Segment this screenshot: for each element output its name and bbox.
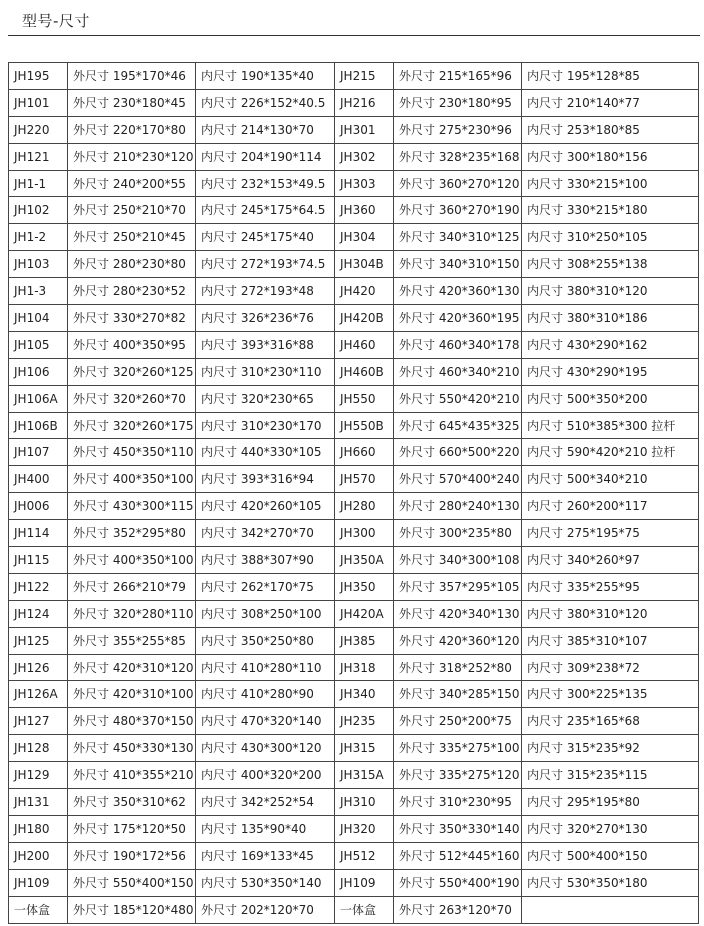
outer-size-cell: 外尺寸 400*350*100 xyxy=(68,466,196,493)
inner-size-cell: 内尺寸 300*180*156 xyxy=(522,143,699,170)
outer-size-cell: 外尺寸 230*180*45 xyxy=(68,89,196,116)
outer-size-cell: 外尺寸 460*340*178 xyxy=(394,331,522,358)
inner-size-cell: 内尺寸 510*385*300 拉杆 xyxy=(522,412,699,439)
outer-size-cell: 外尺寸 340*310*150 xyxy=(394,251,522,278)
inner-size-cell: 内尺寸 245*175*40 xyxy=(196,224,335,251)
outer-size-cell: 外尺寸 660*500*220 xyxy=(394,439,522,466)
outer-size-cell: 外尺寸 250*210*70 xyxy=(68,197,196,224)
inner-size-cell: 内尺寸 310*250*105 xyxy=(522,224,699,251)
inner-size-cell: 内尺寸 430*290*195 xyxy=(522,358,699,385)
model-cell: JH121 xyxy=(9,143,68,170)
outer-size-cell: 外尺寸 185*120*480 xyxy=(68,896,196,923)
model-cell: JH1-2 xyxy=(9,224,68,251)
outer-size-cell: 外尺寸 310*230*95 xyxy=(394,789,522,816)
outer-size-cell: 外尺寸 350*310*62 xyxy=(68,789,196,816)
outer-size-cell: 外尺寸 570*400*240 xyxy=(394,466,522,493)
inner-size-cell: 内尺寸 470*320*140 xyxy=(196,708,335,735)
inner-size-cell: 内尺寸 430*290*162 xyxy=(522,331,699,358)
outer-size-cell: 外尺寸 460*340*210 xyxy=(394,358,522,385)
inner-size-cell: 内尺寸 340*260*97 xyxy=(522,547,699,574)
inner-size-cell: 内尺寸 235*165*68 xyxy=(522,708,699,735)
outer-size-cell: 外尺寸 450*350*110 xyxy=(68,439,196,466)
title-divider xyxy=(8,35,700,36)
table-row xyxy=(9,842,699,869)
outer-size-cell: 外尺寸 215*165*96 xyxy=(394,63,522,90)
inner-size-cell xyxy=(522,896,699,923)
outer-size-cell: 外尺寸 420*310*100 xyxy=(68,681,196,708)
outer-size-cell: 外尺寸 280*240*130 xyxy=(394,493,522,520)
model-cell: JH660 xyxy=(335,439,394,466)
outer-size-cell: 外尺寸 400*350*100 xyxy=(68,547,196,574)
model-cell: JH235 xyxy=(335,708,394,735)
outer-size-cell: 外尺寸 250*200*75 xyxy=(394,708,522,735)
outer-size-cell: 外尺寸 645*435*325 xyxy=(394,412,522,439)
table-row xyxy=(9,654,699,681)
model-cell: JH460B xyxy=(335,358,394,385)
inner-size-cell: 内尺寸 260*200*117 xyxy=(522,493,699,520)
table-row xyxy=(9,735,699,762)
inner-size-cell: 内尺寸 253*180*85 xyxy=(522,116,699,143)
model-cell: JH115 xyxy=(9,547,68,574)
inner-size-cell: 内尺寸 342*270*70 xyxy=(196,520,335,547)
model-cell: JH460 xyxy=(335,331,394,358)
model-cell: JH385 xyxy=(335,627,394,654)
model-cell: JH180 xyxy=(9,815,68,842)
table-row xyxy=(9,762,699,789)
table-row xyxy=(9,331,699,358)
inner-size-cell: 内尺寸 310*230*110 xyxy=(196,358,335,385)
table-row xyxy=(9,493,699,520)
model-cell: JH122 xyxy=(9,573,68,600)
table-row xyxy=(9,869,699,896)
page-title: 型号-尺寸 xyxy=(22,12,90,30)
outer-size-cell: 外尺寸 400*350*95 xyxy=(68,331,196,358)
outer-size-cell: 外尺寸 210*230*120 xyxy=(68,143,196,170)
inner-size-cell: 内尺寸 320*270*130 xyxy=(522,815,699,842)
outer-size-cell: 外尺寸 420*360*120 xyxy=(394,627,522,654)
model-cell: JH420B xyxy=(335,305,394,332)
inner-size-cell: 内尺寸 275*195*75 xyxy=(522,520,699,547)
model-cell: JH106 xyxy=(9,358,68,385)
outer-size-cell: 外尺寸 420*310*120 xyxy=(68,654,196,681)
outer-size-cell: 外尺寸 550*400*190 xyxy=(394,869,522,896)
model-cell: JH550 xyxy=(335,385,394,412)
model-cell: JH128 xyxy=(9,735,68,762)
inner-size-cell: 内尺寸 326*236*76 xyxy=(196,305,335,332)
model-cell: JH220 xyxy=(9,116,68,143)
model-cell: JH304B xyxy=(335,251,394,278)
model-cell: JH195 xyxy=(9,63,68,90)
table-row xyxy=(9,224,699,251)
model-cell: 一体盒 xyxy=(335,896,394,923)
outer-size-cell: 外尺寸 550*400*150 xyxy=(68,869,196,896)
table-row xyxy=(9,600,699,627)
inner-size-cell: 内尺寸 262*170*75 xyxy=(196,573,335,600)
outer-size-cell: 外尺寸 340*285*150 xyxy=(394,681,522,708)
table-row xyxy=(9,251,699,278)
inner-size-cell: 内尺寸 342*252*54 xyxy=(196,789,335,816)
model-cell: JH106A xyxy=(9,385,68,412)
table-row xyxy=(9,170,699,197)
outer-size-cell: 外尺寸 318*252*80 xyxy=(394,654,522,681)
inner-size-cell: 内尺寸 310*230*170 xyxy=(196,412,335,439)
outer-size-cell: 外尺寸 280*230*80 xyxy=(68,251,196,278)
model-cell: JH1-3 xyxy=(9,278,68,305)
inner-size-cell: 内尺寸 320*230*65 xyxy=(196,385,335,412)
inner-size-cell: 内尺寸 315*235*92 xyxy=(522,735,699,762)
inner-size-cell: 内尺寸 500*400*150 xyxy=(522,842,699,869)
model-cell: JH315A xyxy=(335,762,394,789)
model-cell: JH420A xyxy=(335,600,394,627)
inner-size-cell: 内尺寸 530*350*140 xyxy=(196,869,335,896)
outer-size-cell: 外尺寸 300*235*80 xyxy=(394,520,522,547)
model-cell: JH304 xyxy=(335,224,394,251)
outer-size-cell: 外尺寸 450*330*130 xyxy=(68,735,196,762)
inner-size-cell: 内尺寸 308*255*138 xyxy=(522,251,699,278)
table-row xyxy=(9,573,699,600)
model-cell: JH340 xyxy=(335,681,394,708)
inner-size-cell: 内尺寸 590*420*210 拉杆 xyxy=(522,439,699,466)
inner-size-cell: 内尺寸 295*195*80 xyxy=(522,789,699,816)
inner-size-cell: 内尺寸 440*330*105 xyxy=(196,439,335,466)
inner-size-cell: 内尺寸 500*350*200 xyxy=(522,385,699,412)
inner-size-cell: 内尺寸 393*316*88 xyxy=(196,331,335,358)
table-row xyxy=(9,439,699,466)
inner-size-cell: 内尺寸 272*193*48 xyxy=(196,278,335,305)
outer-size-cell: 外尺寸 320*260*70 xyxy=(68,385,196,412)
table-row xyxy=(9,815,699,842)
inner-size-cell: 外尺寸 202*120*70 xyxy=(196,896,335,923)
inner-size-cell: 内尺寸 232*153*49.5 xyxy=(196,170,335,197)
inner-size-cell: 内尺寸 430*300*120 xyxy=(196,735,335,762)
outer-size-cell: 外尺寸 230*180*95 xyxy=(394,89,522,116)
table-row xyxy=(9,358,699,385)
table-row xyxy=(9,143,699,170)
model-cell: JH105 xyxy=(9,331,68,358)
model-cell: JH103 xyxy=(9,251,68,278)
table-row xyxy=(9,412,699,439)
model-cell: JH101 xyxy=(9,89,68,116)
size-table xyxy=(8,62,699,924)
inner-size-cell: 内尺寸 410*280*110 xyxy=(196,654,335,681)
outer-size-cell: 外尺寸 360*270*190 xyxy=(394,197,522,224)
table-row xyxy=(9,896,699,923)
table-row xyxy=(9,547,699,574)
model-cell: JH106B xyxy=(9,412,68,439)
model-cell: JH350 xyxy=(335,573,394,600)
table-row xyxy=(9,385,699,412)
inner-size-cell: 内尺寸 169*133*45 xyxy=(196,842,335,869)
outer-size-cell: 外尺寸 410*355*210 xyxy=(68,762,196,789)
inner-size-cell: 内尺寸 388*307*90 xyxy=(196,547,335,574)
model-cell: JH215 xyxy=(335,63,394,90)
table-row xyxy=(9,627,699,654)
inner-size-cell: 内尺寸 245*175*64.5 xyxy=(196,197,335,224)
model-cell: JH006 xyxy=(9,493,68,520)
inner-size-cell: 内尺寸 385*310*107 xyxy=(522,627,699,654)
inner-size-cell: 内尺寸 190*135*40 xyxy=(196,63,335,90)
model-cell: JH1-1 xyxy=(9,170,68,197)
inner-size-cell: 内尺寸 308*250*100 xyxy=(196,600,335,627)
outer-size-cell: 外尺寸 420*340*130 xyxy=(394,600,522,627)
model-cell: JH300 xyxy=(335,520,394,547)
model-cell: JH280 xyxy=(335,493,394,520)
outer-size-cell: 外尺寸 340*300*108 xyxy=(394,547,522,574)
outer-size-cell: 外尺寸 335*275*120 xyxy=(394,762,522,789)
inner-size-cell: 内尺寸 330*215*100 xyxy=(522,170,699,197)
outer-size-cell: 外尺寸 240*200*55 xyxy=(68,170,196,197)
model-cell: JH550B xyxy=(335,412,394,439)
outer-size-cell: 外尺寸 280*230*52 xyxy=(68,278,196,305)
model-cell: JH127 xyxy=(9,708,68,735)
model-cell: JH350A xyxy=(335,547,394,574)
outer-size-cell: 外尺寸 350*330*140 xyxy=(394,815,522,842)
model-cell: JH200 xyxy=(9,842,68,869)
table-row xyxy=(9,89,699,116)
model-cell: JH360 xyxy=(335,197,394,224)
inner-size-cell: 内尺寸 335*255*95 xyxy=(522,573,699,600)
table-row xyxy=(9,708,699,735)
outer-size-cell: 外尺寸 480*370*150 xyxy=(68,708,196,735)
model-cell: JH126A xyxy=(9,681,68,708)
table-row xyxy=(9,520,699,547)
model-cell: JH570 xyxy=(335,466,394,493)
model-cell: JH315 xyxy=(335,735,394,762)
model-cell: JH302 xyxy=(335,143,394,170)
model-cell: JH129 xyxy=(9,762,68,789)
outer-size-cell: 外尺寸 360*270*120 xyxy=(394,170,522,197)
model-cell: JH400 xyxy=(9,466,68,493)
outer-size-cell: 外尺寸 420*360*130 xyxy=(394,278,522,305)
model-cell: JH109 xyxy=(335,869,394,896)
inner-size-cell: 内尺寸 330*215*180 xyxy=(522,197,699,224)
inner-size-cell: 内尺寸 226*152*40.5 xyxy=(196,89,335,116)
outer-size-cell: 外尺寸 320*260*175 xyxy=(68,412,196,439)
outer-size-cell: 外尺寸 355*255*85 xyxy=(68,627,196,654)
table-row xyxy=(9,789,699,816)
inner-size-cell: 内尺寸 350*250*80 xyxy=(196,627,335,654)
inner-size-cell: 内尺寸 380*310*120 xyxy=(522,600,699,627)
table-row xyxy=(9,681,699,708)
outer-size-cell: 外尺寸 340*310*125 xyxy=(394,224,522,251)
outer-size-cell: 外尺寸 320*280*110 xyxy=(68,600,196,627)
model-cell: JH301 xyxy=(335,116,394,143)
table-row xyxy=(9,466,699,493)
model-cell: JH318 xyxy=(335,654,394,681)
model-cell: JH310 xyxy=(335,789,394,816)
inner-size-cell: 内尺寸 309*238*72 xyxy=(522,654,699,681)
model-cell: JH124 xyxy=(9,600,68,627)
inner-size-cell: 内尺寸 214*130*70 xyxy=(196,116,335,143)
inner-size-cell: 内尺寸 135*90*40 xyxy=(196,815,335,842)
model-cell: JH125 xyxy=(9,627,68,654)
outer-size-cell: 外尺寸 275*230*96 xyxy=(394,116,522,143)
model-cell: JH102 xyxy=(9,197,68,224)
table-row xyxy=(9,116,699,143)
outer-size-cell: 外尺寸 352*295*80 xyxy=(68,520,196,547)
inner-size-cell: 内尺寸 500*340*210 xyxy=(522,466,699,493)
model-cell: JH114 xyxy=(9,520,68,547)
outer-size-cell: 外尺寸 420*360*195 xyxy=(394,305,522,332)
outer-size-cell: 外尺寸 250*210*45 xyxy=(68,224,196,251)
inner-size-cell: 内尺寸 195*128*85 xyxy=(522,63,699,90)
inner-size-cell: 内尺寸 530*350*180 xyxy=(522,869,699,896)
outer-size-cell: 外尺寸 335*275*100 xyxy=(394,735,522,762)
model-cell: JH107 xyxy=(9,439,68,466)
table-row xyxy=(9,278,699,305)
inner-size-cell: 内尺寸 300*225*135 xyxy=(522,681,699,708)
outer-size-cell: 外尺寸 263*120*70 xyxy=(394,896,522,923)
inner-size-cell: 内尺寸 315*235*115 xyxy=(522,762,699,789)
outer-size-cell: 外尺寸 190*172*56 xyxy=(68,842,196,869)
outer-size-cell: 外尺寸 330*270*82 xyxy=(68,305,196,332)
model-cell: 一体盒 xyxy=(9,896,68,923)
outer-size-cell: 外尺寸 550*420*210 xyxy=(394,385,522,412)
outer-size-cell: 外尺寸 430*300*115 xyxy=(68,493,196,520)
inner-size-cell: 内尺寸 210*140*77 xyxy=(522,89,699,116)
table-row xyxy=(9,63,699,90)
model-cell: JH216 xyxy=(335,89,394,116)
table-row xyxy=(9,197,699,224)
model-cell: JH104 xyxy=(9,305,68,332)
inner-size-cell: 内尺寸 272*193*74.5 xyxy=(196,251,335,278)
inner-size-cell: 内尺寸 204*190*114 xyxy=(196,143,335,170)
outer-size-cell: 外尺寸 175*120*50 xyxy=(68,815,196,842)
model-cell: JH126 xyxy=(9,654,68,681)
model-cell: JH320 xyxy=(335,815,394,842)
outer-size-cell: 外尺寸 328*235*168 xyxy=(394,143,522,170)
model-cell: JH512 xyxy=(335,842,394,869)
outer-size-cell: 外尺寸 512*445*160 xyxy=(394,842,522,869)
inner-size-cell: 内尺寸 400*320*200 xyxy=(196,762,335,789)
inner-size-cell: 内尺寸 420*260*105 xyxy=(196,493,335,520)
outer-size-cell: 外尺寸 357*295*105 xyxy=(394,573,522,600)
outer-size-cell: 外尺寸 195*170*46 xyxy=(68,63,196,90)
inner-size-cell: 内尺寸 393*316*94 xyxy=(196,466,335,493)
model-cell: JH131 xyxy=(9,789,68,816)
inner-size-cell: 内尺寸 380*310*120 xyxy=(522,278,699,305)
model-cell: JH420 xyxy=(335,278,394,305)
model-cell: JH303 xyxy=(335,170,394,197)
inner-size-cell: 内尺寸 410*280*90 xyxy=(196,681,335,708)
table-row xyxy=(9,305,699,332)
outer-size-cell: 外尺寸 320*260*125 xyxy=(68,358,196,385)
outer-size-cell: 外尺寸 220*170*80 xyxy=(68,116,196,143)
outer-size-cell: 外尺寸 266*210*79 xyxy=(68,573,196,600)
model-cell: JH109 xyxy=(9,869,68,896)
inner-size-cell: 内尺寸 380*310*186 xyxy=(522,305,699,332)
